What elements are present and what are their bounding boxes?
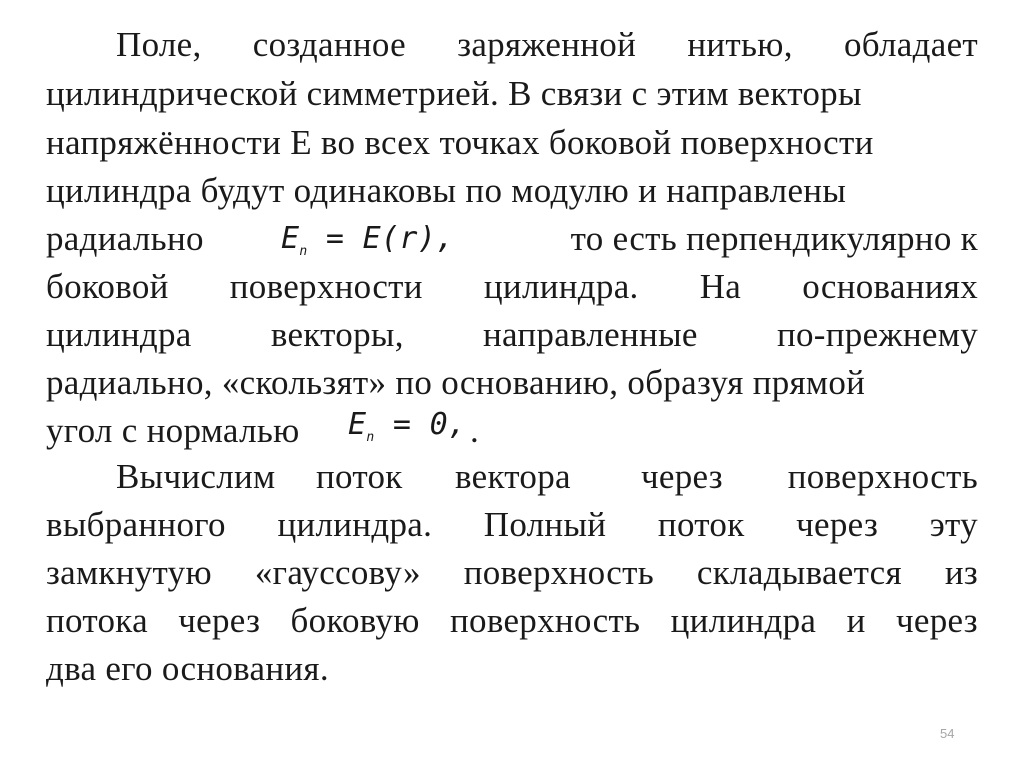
word: из xyxy=(944,553,978,592)
p1-line-7 xyxy=(46,313,978,357)
line-text: то есть перпендикулярно к xyxy=(570,219,978,258)
formula-symbol: E xyxy=(281,221,300,256)
p2-line-2 xyxy=(46,503,978,547)
word: поверхность xyxy=(787,457,978,496)
word: основаниях xyxy=(802,267,978,306)
p1-line-1 xyxy=(116,23,978,67)
word: поверхность xyxy=(450,601,641,640)
word: поток xyxy=(657,505,745,544)
p1-line-2: цилиндрической симметрией. В связи с этим векторы xyxy=(46,74,862,113)
word: через xyxy=(896,601,978,640)
word: цилиндра xyxy=(670,601,817,640)
line-text: угол с нормалью xyxy=(46,411,300,450)
line-text: . xyxy=(470,411,480,450)
formula-rhs: = 0, xyxy=(392,407,467,442)
p1-line-4: цилиндра будут одинаковы по модулю и направлены xyxy=(46,171,847,210)
word: Вычислим xyxy=(116,457,276,496)
word: эту xyxy=(929,505,978,544)
word: заряженной xyxy=(457,25,637,64)
p1-line-9 xyxy=(46,409,978,453)
p2-line-4 xyxy=(46,599,978,643)
word: выбранного xyxy=(46,505,226,544)
word: складывается xyxy=(696,553,902,592)
word: через xyxy=(796,505,879,544)
word: На xyxy=(699,267,742,306)
line-text: радиально xyxy=(46,219,204,258)
word: замкнутую xyxy=(46,553,212,592)
word: поверхность xyxy=(463,553,654,592)
formula-subscript: n xyxy=(299,244,308,259)
word: через xyxy=(178,601,261,640)
word: нитью, xyxy=(687,25,793,64)
p1-line-8: радиально, «скользят» по основанию, образуя прямой xyxy=(46,363,866,402)
word: цилиндра. xyxy=(277,505,433,544)
word: направленные xyxy=(482,315,698,354)
word: потока xyxy=(46,601,148,640)
word: векторы, xyxy=(270,315,404,354)
p2-line-5: два его основания. xyxy=(46,649,329,688)
formula-subscript: n xyxy=(366,430,375,445)
word: Поле, xyxy=(116,25,202,64)
word: боковой xyxy=(46,267,169,306)
word: «гауссову» xyxy=(254,553,421,592)
word: боковую xyxy=(290,601,420,640)
word: через xyxy=(641,457,723,496)
word: обладает xyxy=(843,25,978,64)
word: цилиндра. xyxy=(483,267,639,306)
formula-rhs: = E(r), xyxy=(325,221,455,256)
formula-symbol: E xyxy=(348,407,367,442)
word: цилиндра xyxy=(46,315,192,354)
word: поток xyxy=(316,457,403,496)
p2-line-1 xyxy=(116,455,978,499)
word: по-прежнему xyxy=(776,315,978,354)
word: поверхности xyxy=(229,267,423,306)
page-number: 54 xyxy=(940,726,955,741)
p1-line-6 xyxy=(46,265,978,309)
word: и xyxy=(846,601,866,640)
word: созданное xyxy=(252,25,406,64)
p2-line-3 xyxy=(46,551,978,595)
formula-en-zero xyxy=(348,403,466,460)
word: Полный xyxy=(483,505,607,544)
p1-line-3: напряжённости Е во всех точках боковой поверхности xyxy=(46,123,874,162)
word: вектора xyxy=(455,457,571,496)
p1-line-5 xyxy=(46,217,978,261)
